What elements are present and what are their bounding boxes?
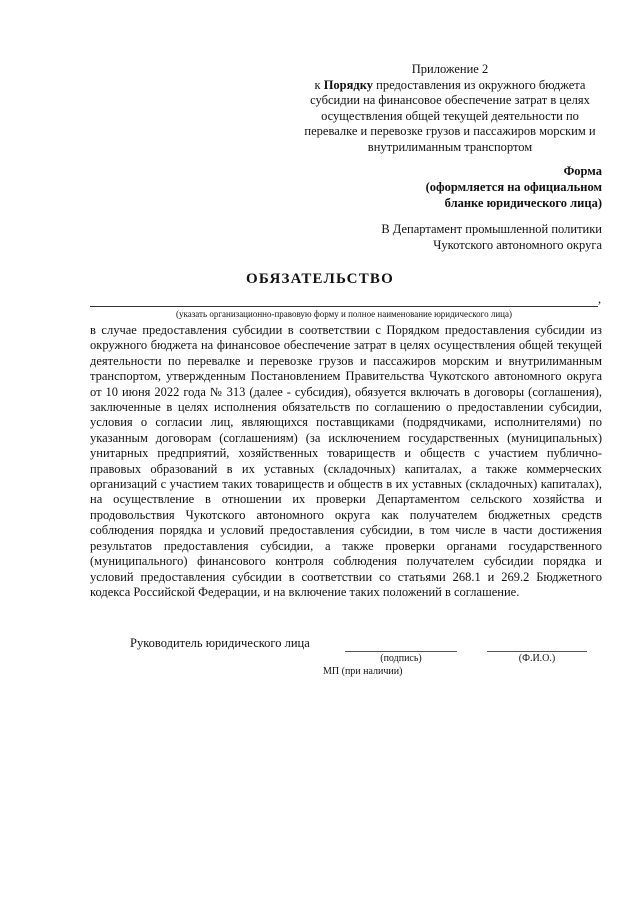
addressee-block xyxy=(282,222,602,253)
annex-description xyxy=(300,78,600,156)
obligation-body-text: в случае предоставления субсидии в соответствии с Порядком предоставления субсидии из окружного бюджета на финансовое обеспечение затрат в целях осуществления общей текущей деятельности по перевалке и перевозке грузов и пассажиров морским и внутрилиманным транспортом, утвержденным Постановлением Правительства Чукотского автономного округа от 10 июня 2022 года № 313 (далее - субсидия), обязуется включать в договоры (соглашения), заключенные в целях исполнения обязательств по соглашению о предоставлении субсидии, условия о согласии лиц, являющихся поставщиками (подрядчиками, исполнителями) по указанным договорам (соглашениям) (за исключением государственных (муниципальных) унитарных предприятий, хозяйственных товариществ и обществ с участием публично-правовых образований в их уставных (складочных) капиталах, а также коммерческих организаций с участием таких товариществ и обществ в их уставных (складочных) капиталах), на осуществление в отношении их проверки Департаментом сельского хозяйства и продовольствия Чукотского автономного округа как получателем бюджетных средств соблюдения порядка и условий предоставления субсидии, в том числе в части достижения результатов предоставления субсидии, а также проверки органами государственного (муниципального) финансового контроля соблюдения получателем субсидии порядка и условий предоставления субсидии в соответствии со статьями 268.1 и 269.2 Бюджетного кодекса Российской Федерации, и на включение таких положений в соглашение. xyxy=(90,323,602,599)
organization-name-line xyxy=(90,306,598,307)
full-name-caption: (Ф.И.О.) xyxy=(518,653,556,664)
signature-label: Руководитель юридического лица xyxy=(130,636,310,650)
full-name-line xyxy=(487,651,587,652)
annex-title: Приложение 2 xyxy=(411,62,489,76)
annex-rest: предоставления из окружного бюджета субсидии на финансовое обеспечение затрат в целях осуществления общей текущей деятельности по перевалке и перевозке грузов и пассажиров морским и внутрилиманным транспортом xyxy=(304,77,596,154)
annex-prefix: к xyxy=(314,77,324,92)
form-label-block xyxy=(342,163,602,211)
signature-line xyxy=(345,651,457,652)
form-note-line2: бланке юридического лица) xyxy=(444,196,602,210)
addressee-line2: Чукотского автономного округа xyxy=(433,237,602,252)
form-note-line1: (оформляется на официальном xyxy=(425,180,602,194)
document-title: ОБЯЗАТЕЛЬСТВО xyxy=(246,271,394,287)
organization-name-comma: , xyxy=(598,292,602,306)
annex-header xyxy=(300,62,600,155)
annex-bold-word: Порядку xyxy=(323,77,373,92)
form-label: Форма xyxy=(563,164,602,178)
signature-caption: (подпись) xyxy=(380,653,422,664)
stamp-note: МП (при наличии) xyxy=(323,666,403,677)
organization-name-caption: (указать организационно-правовую форму и полное наименование юридического лица) xyxy=(175,309,512,319)
addressee-line1: В Департамент промышленной политики xyxy=(381,222,602,236)
